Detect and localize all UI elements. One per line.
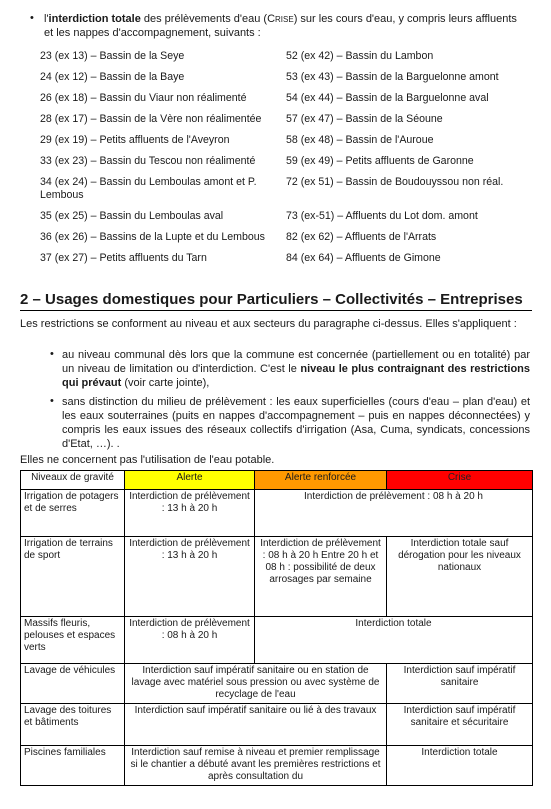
section-title: 2 – Usages domestiques pour Particuliers – Collectivités – Entreprises (20, 290, 532, 311)
header-crise: Crise (387, 471, 533, 490)
basin-item: 72 (ex 51) – Bassin de Boudouyssou non réal. (286, 176, 504, 188)
cell-merged: Interdiction sauf remise à niveau et premier remplissage si le chantier a débuté avant les premières restrictions et après consultation du (125, 746, 387, 786)
basin-item: 34 (ex 24) – Bassin du Lemboulas amont et P. Lembous (40, 176, 257, 201)
bullet-icon: • (50, 348, 54, 360)
basin-item: 57 (ex 47) – Bassin de la Séoune (286, 113, 443, 125)
bullet-communal: au niveau communal dès lors que la commune est concernée (partiellement ou en totalité) par un niveau de limitation ou d'interdiction. C'est le niveau le plus contraignant des restrictions qui prévaut (voir carte jointe), (62, 349, 530, 389)
cell-renforcee: Interdiction de prélèvement : 08 h à 20 h Entre 20 h et 08 h : possibilité de deux arrosages par semaine (255, 537, 387, 617)
basin-item: 28 (ex 17) – Bassin de la Vère non réalimentée (40, 113, 262, 125)
basin-item: 23 (ex 13) – Bassin de la Seye (40, 50, 185, 62)
cell-crise: Interdiction totale (387, 746, 533, 786)
basin-item: 82 (ex 62) – Affluents de l'Arrats (286, 231, 437, 243)
bullet-milieu: sans distinction du milieu de prélèvement : les eaux superficielles (cours d'eau – plan d'eau) et les eaux souterraines (puits en nappes d'accompagnement – puis en nappes déconnectées) y compris les eaux issues des réseaux collectifs d'irrigation (Asa, Cuma, syndicats, concessions d'Etat, …). . (62, 396, 530, 450)
table-row (21, 704, 533, 746)
basin-item: 54 (ex 44) – Bassin de la Barguelonne aval (286, 92, 489, 104)
cell-merged: Interdiction sauf impératif sanitaire ou lié à des travaux (125, 704, 387, 746)
header-alerte-renforcee: Alerte renforcée (255, 471, 387, 490)
restrictions-table (20, 470, 533, 786)
bullet-icon: • (50, 395, 54, 407)
top-bullet-text: l'interdiction totale des prélèvements d'eau (Crise) sur les cours d'eau, y compris leurs affluents et les nappes d'accompagnement, suivants : (44, 13, 517, 39)
basin-item: 84 (ex 64) – Affluents de Gimone (286, 252, 441, 264)
basin-item: 58 (ex 48) – Bassin de l'Auroue (286, 134, 434, 146)
cell-crise: Interdiction sauf impératif sanitaire (387, 664, 533, 704)
basin-item: 37 (ex 27) – Petits affluents du Tarn (40, 252, 207, 264)
outro-text: Elles ne concernent pas l'utilisation de l'eau potable. (20, 454, 275, 466)
basin-item: 29 (ex 19) – Petits affluents de l'Aveyron (40, 134, 230, 146)
basin-item: 53 (ex 43) – Bassin de la Barguelonne amont (286, 71, 499, 83)
table-row (21, 490, 533, 537)
row-label: Irrigation de potagers et de serres (21, 490, 125, 537)
table-row (21, 664, 533, 704)
bullet-icon: • (30, 12, 34, 24)
header-niveaux: Niveaux de gravité (21, 471, 125, 490)
cell-merged: Interdiction totale (255, 617, 533, 664)
cell-alerte: Interdiction de prélèvement : 13 h à 20 h (125, 490, 255, 537)
table-row (21, 617, 533, 664)
cell-crise: Interdiction sauf impératif sanitaire et sécuritaire (387, 704, 533, 746)
cell-alerte: Interdiction de prélèvement : 08 h à 20 h (125, 617, 255, 664)
top-bullet (30, 12, 524, 40)
row-label: Irrigation de terrains de sport (21, 537, 125, 617)
header-alerte: Alerte (125, 471, 255, 490)
row-label: Massifs fleuris, pelouses et espaces verts (21, 617, 125, 664)
basin-item: 26 (ex 18) – Bassin du Viaur non réalimenté (40, 92, 247, 104)
intro-paragraph: Les restrictions se conforment au niveau et aux secteurs du paragraphe ci-dessus. Elles s'appliquent : (20, 318, 517, 330)
cell-alerte: Interdiction de prélèvement : 13 h à 20 h (125, 537, 255, 617)
cell-merged: Interdiction sauf impératif sanitaire ou en station de lavage avec matériel sous pression ou avec système de recyclage de l'eau (125, 664, 387, 704)
table-row (21, 746, 533, 786)
basin-item: 35 (ex 25) – Bassin du Lemboulas aval (40, 210, 224, 222)
basin-item: 36 (ex 26) – Bassins de la Lupte et du Lembous (40, 231, 265, 243)
basin-item: 33 (ex 23) – Bassin du Tescou non réalimenté (40, 155, 256, 167)
basin-item: 59 (ex 49) – Petits affluents de Garonne (286, 155, 474, 167)
cell-merged: Interdiction de prélèvement : 08 h à 20 h (255, 490, 533, 537)
cell-crise: Interdiction totale sauf dérogation pour les niveaux nationaux (387, 537, 533, 617)
table-header-row (21, 471, 533, 490)
basin-item: 52 (ex 42) – Bassin du Lambon (286, 50, 434, 62)
row-label: Piscines familiales (21, 746, 125, 786)
row-label: Lavage de véhicules (21, 664, 125, 704)
table-row (21, 537, 533, 617)
row-label: Lavage des toitures et bâtiments (21, 704, 125, 746)
basin-item: 73 (ex-51) – Affluents du Lot dom. amont (286, 210, 478, 222)
basin-item: 24 (ex 12) – Bassin de la Baye (40, 71, 185, 83)
